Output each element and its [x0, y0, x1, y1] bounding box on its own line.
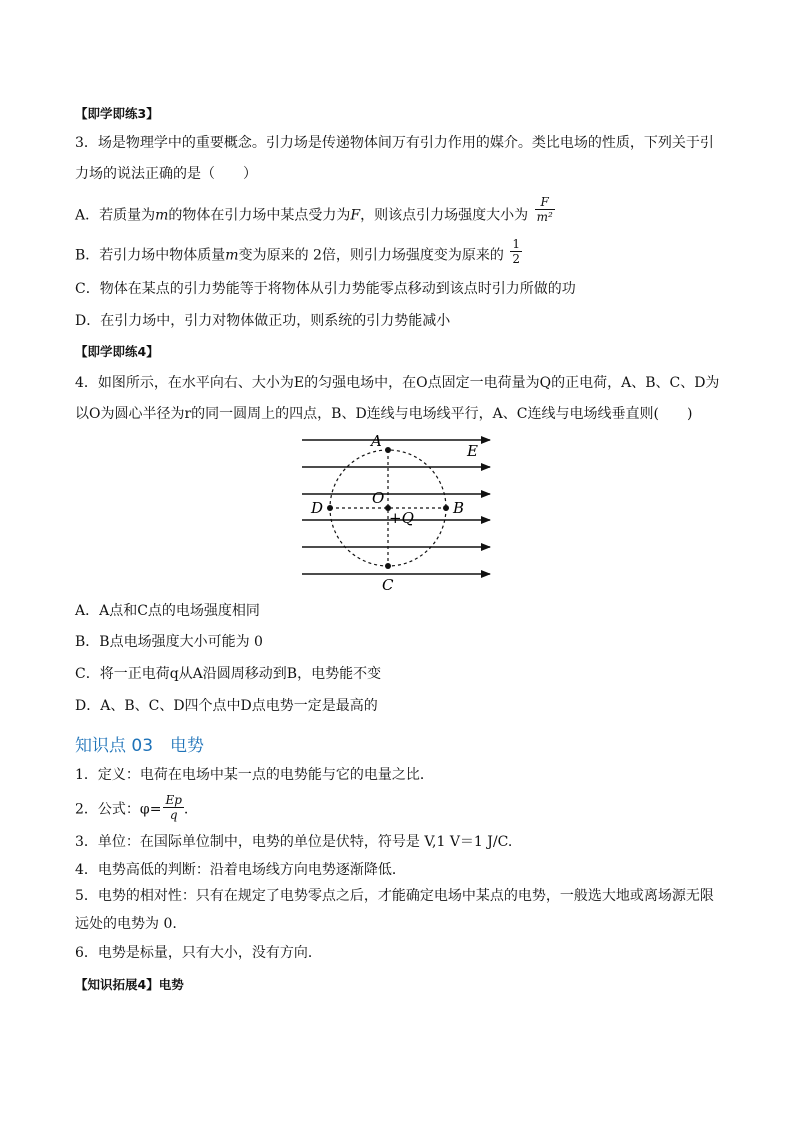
label-o: O: [372, 489, 385, 507]
knowledge-item-4: 4．电势高低的判断：沿着电场线方向电势逐渐降低．: [75, 862, 406, 878]
point-d: [327, 505, 333, 511]
point-a: [385, 447, 391, 453]
knowledge-item-2: 2．公式：φ= $\frac{Ep}{q}$ .: [75, 793, 189, 822]
practice-4-tag: 【即学即练4】: [75, 344, 159, 359]
label-e: E: [467, 442, 478, 460]
question-4-option-b: B．B点电场强度大小可能为 0: [75, 634, 263, 650]
electric-field-diagram: [295, 430, 500, 595]
label-c: C: [382, 576, 394, 594]
question-3-option-d: D．在引力场中，引力对物体做正功，则系统的引力势能减小: [75, 313, 451, 329]
question-4-option-d: D．A、B、C、D四个点中D点电势一定是最高的: [75, 698, 378, 714]
fraction-ep-over-q: $\frac{Ep}{q}$: [165, 793, 182, 822]
label-q: +Q: [389, 509, 414, 527]
fraction-one-half: $\frac{1}{2}$: [512, 237, 521, 266]
knowledge-item-1: 1．定义：电荷在电场中某一点的电势能与它的电量之比．: [75, 767, 434, 783]
practice-3-tag: 【即学即练3】: [75, 106, 159, 121]
question-3-option-c: C．物体在某点的引力势能等于将物体从引力势能零点移动到该点时引力所做的功: [75, 281, 576, 297]
question-4-text: 4．如图所示，在水平向右、大小为E的匀强电场中，在O点固定一电荷量为Q的正电荷，A、B、C、D为以O为圆心半径为r的同一圆周上的四点，B、D连线与电场线平行，A、C连线与电场线垂直则( ): [75, 375, 720, 422]
label-b: B: [453, 499, 465, 517]
knowledge-extension-tag: 【知识拓展4】电势: [75, 977, 184, 992]
question-3-option-a: A．若质量为m的物体在引力场中某点受力为F，则该点引力场强度大小为 $\frac{F}{\text{m²}}$: [75, 195, 553, 224]
label-a: A: [371, 432, 382, 450]
label-d: D: [311, 499, 324, 517]
knowledge-item-5: 5．电势的相对性：只有在规定了电势零点之后，才能确定电场中某点的电势，一般选大地或离场源无限远处的电势为 0.: [75, 888, 714, 932]
knowledge-item-6: 6．电势是标量，只有大小，没有方向．: [75, 945, 322, 961]
point-c: [385, 563, 391, 569]
knowledge-item-3: 3．单位：在国际单位制中，电势的单位是伏特，符号是 V,1 V＝1 J/C.: [75, 834, 513, 850]
question-4-option-c: C．将一正电荷q从A沿圆周移动到B，电势能不变: [75, 666, 382, 682]
fraction-f-over-m2: $\frac{F}{\text{m²}}$: [536, 195, 553, 224]
point-b: [443, 505, 449, 511]
question-3-option-b: B．若引力场中物体质量m变为原来的 2倍，则引力场强度变为原来的 $\frac{1}{2}$: [75, 237, 521, 266]
question-3-text: 3．场是物理学中的重要概念。引力场是传递物体间万有引力作用的媒介。类比电场的性质，下列关于引力场的说法正确的是（ ）: [75, 135, 714, 182]
question-4-option-a: A．A点和C点的电场强度相同: [75, 603, 260, 619]
knowledge-heading: 知识点 03 电势: [75, 736, 205, 756]
